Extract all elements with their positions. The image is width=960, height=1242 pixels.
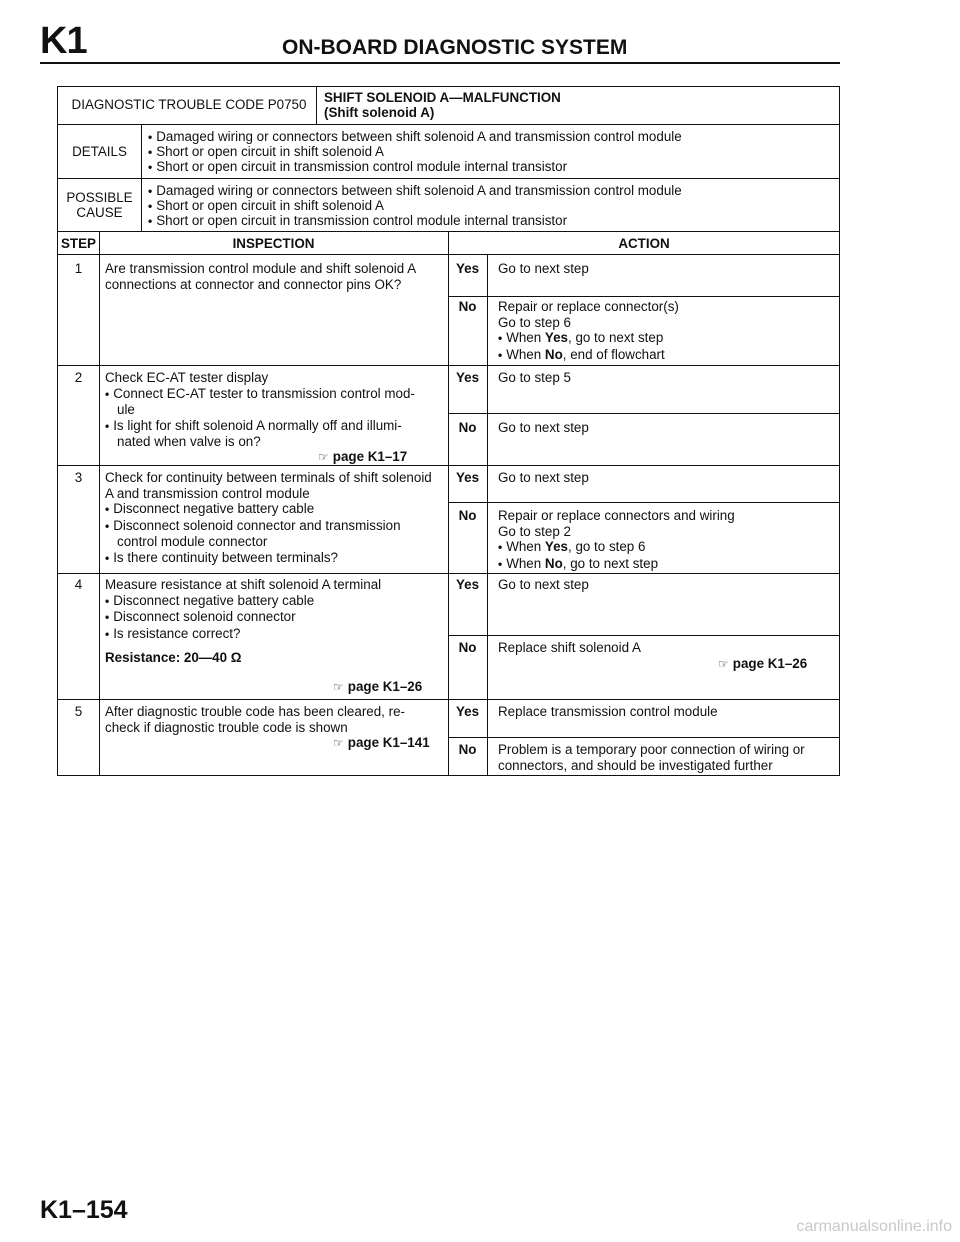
- header-action: ACTION: [618, 236, 670, 251]
- no-label: No: [458, 420, 477, 435]
- watermark: carmanualsonline.info: [796, 1218, 952, 1235]
- bullet-icon: •: [105, 593, 109, 608]
- bullet-icon: •: [105, 418, 109, 433]
- yes-label: Yes: [455, 261, 480, 276]
- step-number: 2: [74, 370, 83, 385]
- step-number: 5: [74, 704, 83, 719]
- yes-action: Go to next step: [498, 577, 589, 592]
- details-item: • Short or open circuit in transmission control module internal transistor: [148, 159, 568, 174]
- no-label: No: [458, 640, 477, 655]
- pointing-hand-icon: ☞: [333, 680, 343, 694]
- bullet-icon: •: [105, 610, 109, 624]
- no-action: Go to next step: [498, 420, 589, 435]
- cause-item: • Short or open circuit in shift solenoid A: [148, 198, 384, 213]
- no-action: Repair or replace connector(s) Go to step 6 • When Yes, go to next step • When No, end of flowchart: [498, 299, 679, 362]
- yes-label: Yes: [455, 704, 480, 719]
- page-title: ON-BOARD DIAGNOSTIC SYSTEM: [282, 36, 628, 59]
- pointing-hand-icon: ☞: [318, 450, 328, 464]
- cause-label-line2: CAUSE: [76, 205, 123, 220]
- details-box: [57, 124, 840, 179]
- yes-action: Go to next step: [498, 470, 589, 485]
- bullet-icon: •: [105, 386, 109, 401]
- possible-cause-box: [57, 178, 840, 232]
- bullet-icon: •: [498, 347, 502, 362]
- cause-item: • Short or open circuit in transmission control module internal transistor: [148, 213, 568, 228]
- bullet-icon: •: [105, 502, 109, 516]
- resistance-spec: Resistance: 20—40 Ω: [105, 650, 242, 665]
- bullet-icon: •: [498, 331, 502, 345]
- bullet-icon: •: [148, 160, 152, 174]
- bullet-icon: •: [105, 550, 109, 565]
- no-action: Problem is a temporary poor connection of wiring or connectors, and should be investigated further: [498, 742, 805, 773]
- page-number: K1–154: [40, 1196, 128, 1224]
- step-inspection: Check for continuity between terminals of shift solenoid A and transmission control module • Disconnect negative battery cable • Disconnect solenoid connector and transmission control module connector • Is there continuity between terminals?: [105, 470, 432, 565]
- cause-item: • Damaged wiring or connectors between shift solenoid A and transmission control module: [148, 183, 682, 198]
- dtc-title-line2: (Shift solenoid A): [324, 105, 435, 120]
- bullet-icon: •: [105, 518, 109, 533]
- header-rule: [40, 62, 840, 64]
- bullet-icon: •: [148, 214, 152, 228]
- page-reference: ☞ page K1–26: [718, 656, 808, 671]
- dtc-code-label: DIAGNOSTIC TROUBLE CODE P0750: [71, 97, 307, 112]
- bullet-icon: •: [105, 626, 109, 641]
- bullet-icon: •: [148, 145, 152, 159]
- step-inspection: Measure resistance at shift solenoid A terminal • Disconnect negative battery cable • Disconnect solenoid connector • Is resistance correct?: [105, 577, 382, 641]
- header-step: STEP: [61, 236, 96, 251]
- bullet-icon: •: [498, 540, 502, 554]
- page-reference: ☞ page K1–141: [333, 735, 430, 750]
- dtc-title-line1: SHIFT SOLENOID A—MALFUNCTION: [324, 90, 561, 105]
- details-label: DETAILS: [72, 144, 127, 159]
- no-label: No: [458, 299, 477, 314]
- no-label: No: [458, 742, 477, 757]
- pointing-hand-icon: ☞: [333, 736, 343, 750]
- yes-action: Go to step 5: [498, 370, 571, 385]
- pointing-hand-icon: ☞: [718, 657, 728, 671]
- step-inspection: After diagnostic trouble code has been cleared, re- check if diagnostic trouble code is shown: [105, 704, 405, 735]
- details-item: • Short or open circuit in shift solenoid A: [148, 144, 384, 159]
- steps-table: [57, 231, 840, 776]
- yes-label: Yes: [455, 370, 480, 385]
- step-inspection: Check EC-AT tester display • Connect EC-AT tester to transmission control mod- ule • Is light for shift solenoid A normally off and illumi- nated when valve is on?: [105, 370, 415, 449]
- section-code: K1: [40, 20, 87, 62]
- cause-label-line1: POSSIBLE: [66, 190, 133, 205]
- bullet-icon: •: [148, 199, 152, 213]
- no-label: No: [458, 508, 477, 523]
- dtc-title-box: [57, 86, 840, 125]
- bullet-icon: •: [148, 130, 152, 144]
- bullet-icon: •: [148, 184, 152, 198]
- yes-label: Yes: [455, 470, 480, 485]
- yes-action: Go to next step: [498, 261, 589, 276]
- yes-label: Yes: [455, 577, 480, 592]
- step-number: 1: [74, 261, 83, 276]
- details-item: • Damaged wiring or connectors between shift solenoid A and transmission control module: [148, 129, 682, 144]
- step-inspection: Are transmission control module and shift solenoid A connections at connector and connector pins OK?: [105, 261, 417, 292]
- step-number: 3: [74, 470, 83, 485]
- yes-action: Replace transmission control module: [498, 704, 718, 719]
- page-reference: ☞ page K1–26: [333, 679, 423, 694]
- step-number: 4: [74, 577, 83, 592]
- header-inspection: INSPECTION: [232, 236, 315, 251]
- no-action: Replace shift solenoid A: [498, 640, 641, 655]
- page-reference: ☞ page K1–17: [318, 449, 408, 464]
- no-action: Repair or replace connectors and wiring Go to step 2 • When Yes, go to step 6 • When No, go to next step: [498, 508, 735, 571]
- bullet-icon: •: [498, 556, 502, 571]
